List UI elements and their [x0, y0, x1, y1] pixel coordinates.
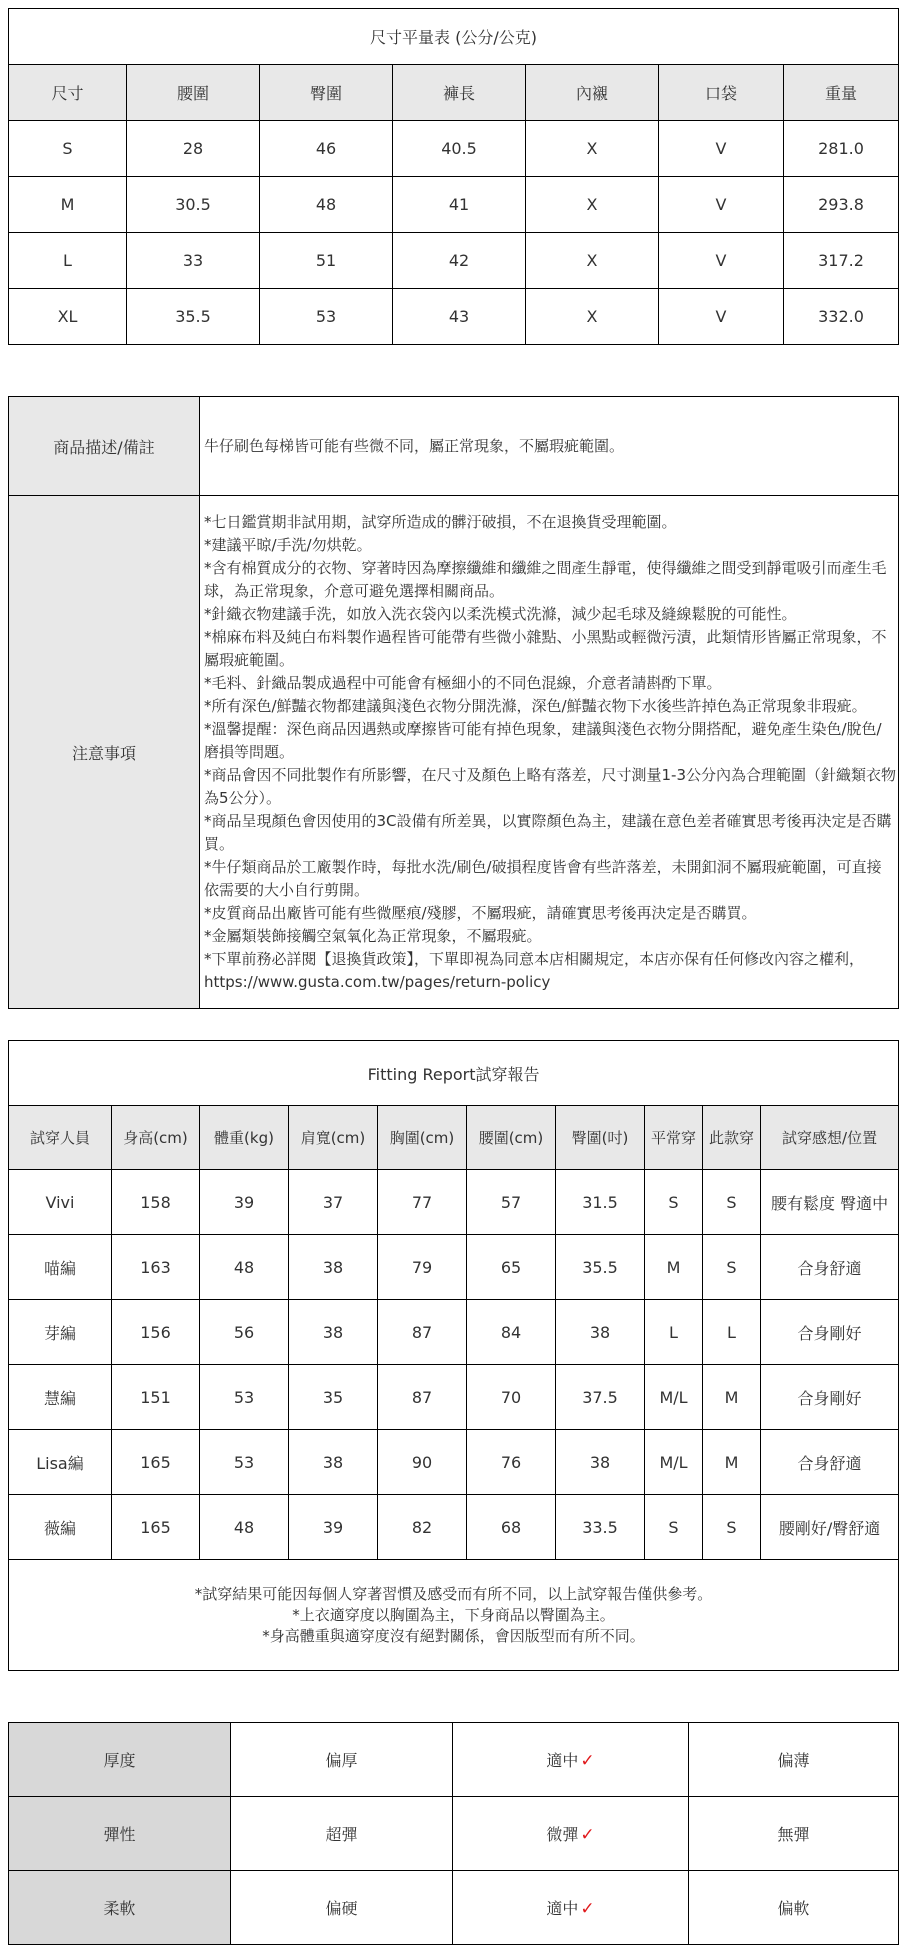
table-cell: 39 [200, 1170, 289, 1235]
table-cell: 163 [112, 1235, 200, 1300]
note-line: *棉麻布料及純白布料製作過程皆可能帶有些微小雜點、小黑點或輕微污漬，此類情形皆屬正常現象，不屬瑕疵範圍。 [204, 627, 887, 669]
note-line: *針織衣物建議手洗，如放入洗衣袋內以柔洗模式洗滌，減少起毛球及縫線鬆脫的可能性。 [204, 604, 797, 623]
table-cell: 合身剛好 [761, 1365, 899, 1430]
table-cell: M/L [645, 1365, 703, 1430]
fitting-note-line: *身高體重與適穿度沒有絕對關係，會因版型而有所不同。 [262, 1626, 645, 1645]
size-table-title: 尺寸平量表 (公分/公克) [9, 9, 899, 65]
feel-option [453, 1797, 689, 1871]
note-line: *牛仔類商品於工廠製作時，每批水洗/刷色/破損程度皆會有些許落差，未開釦洞不屬瑕疵範圍，可直接依需要的大小自行剪開。 [204, 857, 882, 899]
table-cell: 51 [260, 233, 393, 289]
table-cell: 33 [127, 233, 260, 289]
table-cell: 合身舒適 [761, 1430, 899, 1495]
table-cell: 70 [467, 1365, 556, 1430]
table-cell: S [703, 1170, 761, 1235]
table-row [9, 1235, 899, 1300]
table-cell: 35 [289, 1365, 378, 1430]
table-cell: S [645, 1495, 703, 1560]
table-cell: 56 [200, 1300, 289, 1365]
feel-option [453, 1871, 689, 1945]
feel-label: 厚度 [9, 1723, 231, 1797]
table-cell: V [659, 233, 784, 289]
feel-option [231, 1871, 453, 1945]
table-cell: 33.5 [556, 1495, 645, 1560]
feel-option-text: 適中 [546, 1899, 579, 1918]
table-cell: 28 [127, 121, 260, 177]
table-cell: 317.2 [784, 233, 899, 289]
table-row [9, 1170, 899, 1235]
table-cell: L [9, 233, 127, 289]
header-waist: 腰圍(cm) [467, 1106, 556, 1170]
table-cell: 40.5 [393, 121, 526, 177]
table-cell: 53 [260, 289, 393, 345]
table-cell: 65 [467, 1235, 556, 1300]
table-cell: 87 [378, 1365, 467, 1430]
fitting-report-table [8, 1040, 899, 1671]
table-cell: M [703, 1365, 761, 1430]
feel-option [453, 1723, 689, 1797]
note-line: *所有深色/鮮豔衣物都建議與淺色衣物分開洗滌，深色/鮮豔衣物下水後些許掉色為正常現象非瑕疵。 [204, 696, 867, 715]
table-cell: L [703, 1300, 761, 1365]
table-cell: 芽編 [9, 1300, 112, 1365]
description-label: 商品描述/備註 [9, 397, 200, 496]
table-cell: 156 [112, 1300, 200, 1365]
note-line: *毛料、針織品製成過程中可能會有極細小的不同色混線，介意者請斟酌下單。 [204, 673, 722, 692]
size-row-m [9, 177, 899, 233]
note-line: *皮質商品出廠皆可能有些微壓痕/殘膠，不屬瑕疵，請確實思考後再決定是否購買。 [204, 903, 757, 922]
table-cell: 53 [200, 1365, 289, 1430]
header-chest: 胸圍(cm) [378, 1106, 467, 1170]
table-cell: 68 [467, 1495, 556, 1560]
table-cell: 48 [200, 1235, 289, 1300]
note-line: *溫馨提醒：深色商品因遇熱或摩擦皆可能有掉色現象，建議與淺色衣物分開搭配，避免產生染色/脫色/磨損等問題。 [204, 719, 882, 761]
return-policy-note: *下單前務必詳閱【退換貨政策】，下單即視為同意本店相關規定，本店亦保有任何修改內容之權利，https://www.gusta.com.tw/pages/return-policy [204, 949, 865, 991]
table-cell: 35.5 [127, 289, 260, 345]
table-cell: 46 [260, 121, 393, 177]
feel-label: 彈性 [9, 1797, 231, 1871]
description-text: 牛仔刷色每梯皆可能有些微不同，屬正常現象，不屬瑕疵範圍。 [200, 397, 899, 496]
table-cell: M [9, 177, 127, 233]
table-cell: 48 [200, 1495, 289, 1560]
feel-option [689, 1871, 899, 1945]
header-tester: 試穿人員 [9, 1106, 112, 1170]
table-cell: 38 [289, 1235, 378, 1300]
description-row [9, 397, 899, 496]
table-cell: 151 [112, 1365, 200, 1430]
table-cell: S [703, 1495, 761, 1560]
table-row [9, 1365, 899, 1430]
table-cell: 合身剛好 [761, 1300, 899, 1365]
header-shoulder: 肩寬(cm) [289, 1106, 378, 1170]
note-line: *商品會因不同批製作有所影響，在尺寸及顏色上略有落差，尺寸測量1-3公分內為合理範圍（針織類衣物為5公分）。 [204, 765, 897, 807]
table-cell: 77 [378, 1170, 467, 1235]
feel-row-thickness [9, 1723, 899, 1797]
check-mark-icon: ✓ [580, 1825, 595, 1845]
table-cell: V [659, 177, 784, 233]
header-this-size: 此款穿 [703, 1106, 761, 1170]
header-comment: 試穿感想/位置 [761, 1106, 899, 1170]
table-cell: M [703, 1430, 761, 1495]
table-cell: 41 [393, 177, 526, 233]
table-cell: 31.5 [556, 1170, 645, 1235]
description-table [8, 396, 899, 1009]
table-cell: 87 [378, 1300, 467, 1365]
table-cell: V [659, 289, 784, 345]
table-cell: M/L [645, 1430, 703, 1495]
table-cell: 喵編 [9, 1235, 112, 1300]
feel-option-text: 微彈 [546, 1825, 579, 1844]
fitting-notes [9, 1560, 899, 1671]
table-cell: 合身舒適 [761, 1235, 899, 1300]
table-cell: 38 [556, 1430, 645, 1495]
feel-option [231, 1797, 453, 1871]
header-usual-size: 平常穿 [645, 1106, 703, 1170]
table-cell: L [645, 1300, 703, 1365]
table-cell: 90 [378, 1430, 467, 1495]
table-cell: 35.5 [556, 1235, 645, 1300]
feel-option-text: 偏軟 [777, 1899, 810, 1918]
note-line: *含有棉質成分的衣物、穿著時因為摩擦纖維和纖維之間產生靜電，使得纖維之間受到靜電吸引而產生毛球，為正常現象，介意可避免選擇相關商品。 [204, 558, 887, 600]
feel-option-text: 偏厚 [325, 1751, 358, 1770]
fitting-note-line: *試穿結果可能因每個人穿著習慣及感受而有所不同，以上試穿報告僅供參考。 [194, 1584, 713, 1603]
feel-row-elasticity [9, 1797, 899, 1871]
table-cell: 腰有鬆度 臀適中 [761, 1170, 899, 1235]
header-weight: 重量 [784, 65, 899, 121]
size-table-header [9, 65, 899, 121]
table-row [9, 1300, 899, 1365]
table-cell: 165 [112, 1430, 200, 1495]
header-hip: 臀圍(吋) [556, 1106, 645, 1170]
table-cell: 37 [289, 1170, 378, 1235]
table-cell: 165 [112, 1495, 200, 1560]
table-cell: 82 [378, 1495, 467, 1560]
table-cell: 293.8 [784, 177, 899, 233]
size-row-s [9, 121, 899, 177]
table-cell: 37.5 [556, 1365, 645, 1430]
table-cell: 48 [260, 177, 393, 233]
table-cell: Lisa編 [9, 1430, 112, 1495]
table-cell: 79 [378, 1235, 467, 1300]
header-height: 身高(cm) [112, 1106, 200, 1170]
table-cell: Vivi [9, 1170, 112, 1235]
table-cell: V [659, 121, 784, 177]
header-lining: 內襯 [526, 65, 659, 121]
size-table [8, 8, 899, 345]
size-row-xl [9, 289, 899, 345]
table-cell: 53 [200, 1430, 289, 1495]
table-cell: 43 [393, 289, 526, 345]
table-cell: M [645, 1235, 703, 1300]
table-cell: 薇編 [9, 1495, 112, 1560]
feel-row-softness [9, 1871, 899, 1945]
table-cell: X [526, 233, 659, 289]
table-cell: X [526, 121, 659, 177]
table-cell: 38 [289, 1430, 378, 1495]
table-cell: 慧編 [9, 1365, 112, 1430]
table-cell: 38 [556, 1300, 645, 1365]
table-cell: X [526, 289, 659, 345]
fabric-feel-table [8, 1722, 899, 1945]
feel-option [231, 1723, 453, 1797]
feel-option [689, 1723, 899, 1797]
size-row-l [9, 233, 899, 289]
note-line: *商品呈現顏色會因使用的3C設備有所差異，以實際顏色為主，建議在意色差者確實思考後再決定是否購買。 [204, 811, 892, 853]
check-mark-icon: ✓ [580, 1899, 595, 1919]
feel-option-text: 偏硬 [325, 1899, 358, 1918]
table-cell: 腰剛好/臀舒適 [761, 1495, 899, 1560]
note-line: *建議平晾/手洗/勿烘乾。 [204, 535, 372, 554]
table-cell: 281.0 [784, 121, 899, 177]
feel-label: 柔軟 [9, 1871, 231, 1945]
notes-row [9, 496, 899, 1009]
notes-label: 注意事項 [9, 496, 200, 1009]
header-hip: 臀圍 [260, 65, 393, 121]
fitting-report-title: Fitting Report試穿報告 [9, 1041, 899, 1106]
feel-option [689, 1797, 899, 1871]
note-line: *金屬類裝飾接觸空氣氧化為正常現象，不屬瑕疵。 [204, 926, 542, 945]
feel-option-text: 偏薄 [777, 1751, 810, 1770]
table-cell: 38 [289, 1300, 378, 1365]
table-cell: 30.5 [127, 177, 260, 233]
table-cell: 42 [393, 233, 526, 289]
header-weight: 體重(kg) [200, 1106, 289, 1170]
table-cell: S [9, 121, 127, 177]
table-row [9, 1430, 899, 1495]
table-cell: 57 [467, 1170, 556, 1235]
feel-option-text: 適中 [546, 1751, 579, 1770]
table-cell: 39 [289, 1495, 378, 1560]
table-cell: 332.0 [784, 289, 899, 345]
table-cell: S [645, 1170, 703, 1235]
notes-text [200, 496, 899, 1009]
table-cell: X [526, 177, 659, 233]
fitting-header [9, 1106, 899, 1170]
fitting-note-line: *上衣適穿度以胸圍為主，下身商品以臀圍為主。 [292, 1605, 615, 1624]
header-pocket: 口袋 [659, 65, 784, 121]
table-cell: 84 [467, 1300, 556, 1365]
feel-option-text: 超彈 [325, 1825, 358, 1844]
table-cell: 158 [112, 1170, 200, 1235]
feel-option-text: 無彈 [777, 1825, 810, 1844]
header-size: 尺寸 [9, 65, 127, 121]
header-length: 褲長 [393, 65, 526, 121]
table-cell: XL [9, 289, 127, 345]
note-line: *七日鑑賞期非試用期，試穿所造成的髒汙破損，不在退換貨受理範圍。 [204, 512, 677, 531]
header-waist: 腰圍 [127, 65, 260, 121]
table-row [9, 1495, 899, 1560]
table-cell: 76 [467, 1430, 556, 1495]
table-cell: S [703, 1235, 761, 1300]
check-mark-icon: ✓ [580, 1751, 595, 1771]
